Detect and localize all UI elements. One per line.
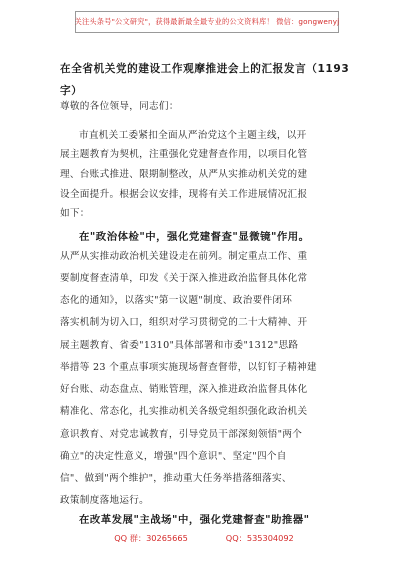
intro-line: 如下： [60,208,90,219]
paragraph-line: 态化的通知》，以落实"第一议题"制度、政治要件闭环 [60,295,293,306]
salutation: 尊敬的各位领导，同志们： [60,101,179,112]
paragraph-line: 信"、做到"两个维护"，推动重大任务举措落细落实、 [60,473,292,484]
paragraph-line: 要制度督查清单，印发《关于深入推进政治监督具体化常 [60,273,308,284]
paragraph-line: 确立"的决定性意义，增强"四个意识"、坚定"四个自 [60,451,287,462]
header-banner-text: 关注头条号"公文研究"，获得最新最全最专业的公文资料库！ 微信：gongwenyj [74,17,340,26]
section-heading-2: 在改革发展"主战场"中，强化党建督查"助推器" [79,514,310,526]
section-heading-1: 在"政治体检"中，强化党建督查"显微镜"作用。 [79,231,310,243]
paragraph-line: 政策制度落地运行。 [60,495,150,506]
paragraph-line: 举措等 23 个重点事项实施现场督查督带，以钉钉子精神建 [60,362,317,373]
paragraph-line: 精准化、常态化，扎实推动机关各级党组织强化政治机关 [60,406,308,417]
footer-qq-group: QQ 群：30265665 [114,533,188,543]
document-title: 在全省机关党的建设工作观摩推进会上的汇报发言（1193字） [60,63,350,97]
footer-qq: QQ：535304092 [225,533,294,543]
header-banner [75,11,339,33]
footer-contact [0,533,408,544]
intro-line: 市直机关工委紧扣全面从严治党这个主题主线，以开 [79,130,307,141]
intro-line: 展主题教育为契机，注重强化党建督查作用，以项目化管 [60,149,308,160]
paragraph-line: 从严从实推动政治机关建设走在前列。制定重点工作、重 [60,251,308,262]
intro-line: 理、台账式推进、限期制整改，从严从实推动机关党的建 [60,169,308,180]
intro-line: 设全面提升。根据会议安排，现将有关工作进展情况汇报 [60,189,308,200]
paragraph-line: 落实机制为切入口，组织对学习贯彻党的二十大精神、开 [60,317,308,328]
paragraph-line: 好台账、动态盘点、销账管理，深入推进政治监督具体化 [60,384,308,395]
paragraph-line: 意识教育、对党忠诚教育，引导党员干部深刻领悟"两个 [60,429,303,440]
paragraph-line: 展主题教育、省委"1310"具体部署和市委"1312"思路 [60,340,299,351]
